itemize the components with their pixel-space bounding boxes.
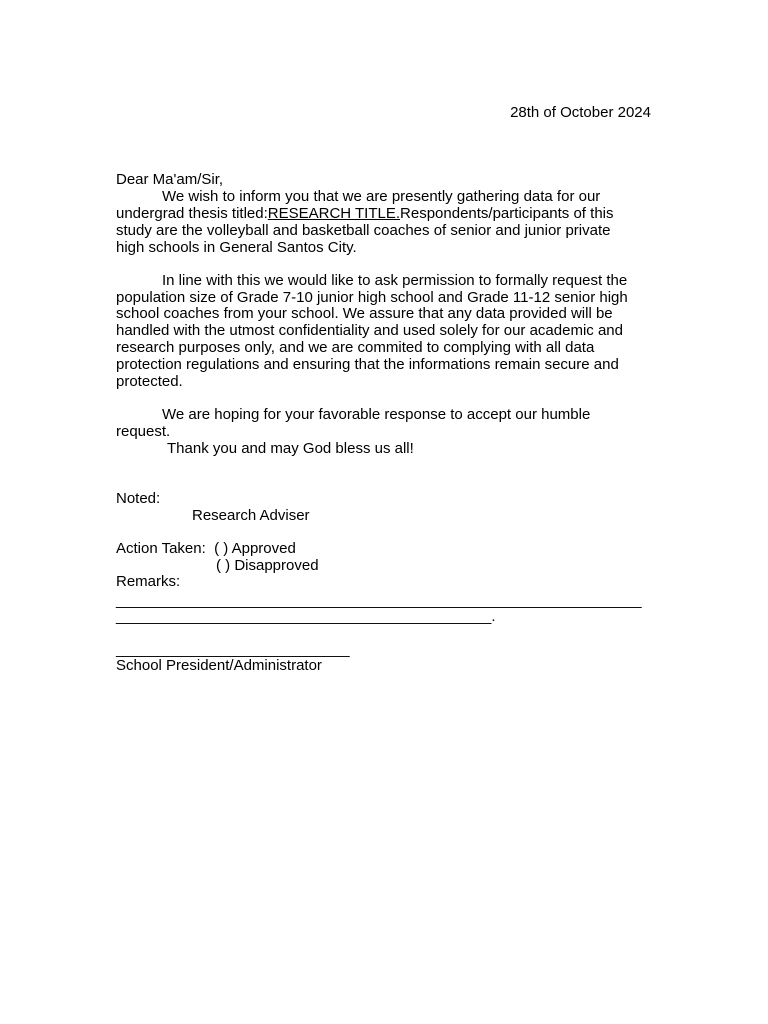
signatory-label: School President/Administrator [116,657,322,674]
paragraph-1-line-2 [116,205,614,222]
action-taken-disapproved: ( ) Disapproved [216,557,319,574]
paragraph-2-line-4: handled with the utmost confidentiality and used solely for our academic and [116,322,623,339]
paragraph-1-line-2-prefix: undergrad thesis titled: [116,205,268,222]
action-taken-approved: Action Taken: ( ) Approved [116,540,296,557]
remarks-line-2: _____________________________________________. [116,608,496,625]
signature-line: ____________________________ [116,641,350,658]
letter-date: 28th of October 2024 [510,104,651,121]
paragraph-2-line-6: protection regulations and ensuring that the informations remain secure and [116,356,619,373]
closing-line: Thank you and may God bless us all! [167,440,414,457]
paragraph-2-line-7: protected. [116,373,183,390]
paragraph-3-line-1: We are hoping for your favorable response to accept our humble [162,406,591,423]
paragraph-1-line-2-suffix: Respondents/participants of this [400,205,614,222]
paragraph-2-line-3: school coaches from your school. We assure that any data provided will be [116,305,613,322]
paragraph-3-line-2: request. [116,423,171,440]
noted-label: Noted: [116,490,161,507]
paragraph-1-line-4: high schools in General Santos City. [116,239,357,256]
paragraph-2-line-1: In line with this we would like to ask permission to formally request the [162,272,628,289]
paragraph-2-line-2: population size of Grade 7-10 junior high school and Grade 11-12 senior high [116,289,628,306]
remarks-line-1: _______________________________________________________________ [116,592,642,609]
salutation: Dear Ma'am/Sir, [116,171,224,188]
paragraph-2-line-5: research purposes only, and we are commited to complying with all data [116,339,595,356]
research-title: RESEARCH TITLE. [267,205,401,222]
paragraph-1-line-1: We wish to inform you that we are presently gathering data for our [162,188,601,205]
remarks-label: Remarks: [116,573,181,590]
paragraph-1-line-3: study are the volleyball and basketball coaches of senior and junior private [116,222,611,239]
research-adviser-label: Research Adviser [192,507,310,524]
